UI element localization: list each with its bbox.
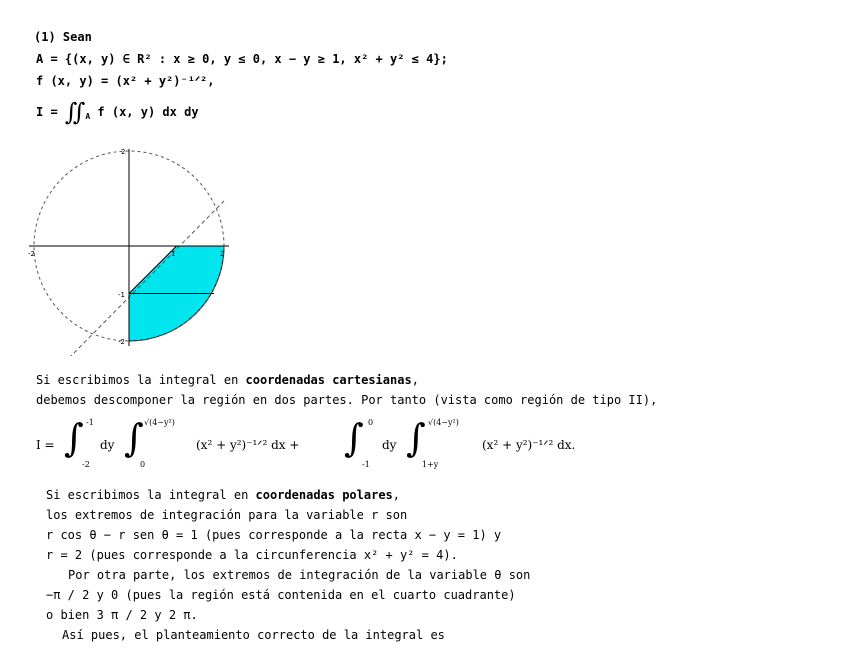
int1-upper: -1	[86, 418, 94, 427]
problem-title: (1) Sean	[34, 30, 92, 44]
polar-line-2: los extremos de integración para la variable r son	[46, 508, 408, 522]
polar-intro	[46, 488, 400, 502]
integral-body: f (x, y) dx dy	[97, 105, 199, 119]
cartesian-equation	[36, 416, 816, 474]
tick-x-pos: 2	[220, 250, 225, 258]
integral-sign-3-icon: ∫	[344, 416, 364, 460]
tick-y-neg-two: -2	[118, 338, 125, 346]
polar-line-3: r cos θ − r sen θ = 1 (pues corresponde a la recta x − y = 1) y	[46, 528, 502, 542]
int1-integrand: (x² + y²)⁻¹ᐟ² dx +	[196, 438, 300, 452]
tick-x-one: 1	[171, 250, 176, 258]
cartesian-explanation: debemos descomponer la región en dos partes. Por tanto (vista como región de tipo II),	[36, 393, 658, 407]
int1-dy: dy	[100, 438, 115, 452]
polar-line-5: Por otra parte, los extremos de integración de la variable θ son	[68, 568, 531, 582]
polar-intro-end: ,	[392, 488, 401, 502]
int1-inner-lower: 0	[140, 460, 146, 469]
cartesian-intro-end: ,	[411, 373, 419, 387]
cartesian-keyword: coordenadas cartesianas	[245, 373, 412, 387]
integral-sign-1-icon: ∫	[64, 416, 84, 460]
polar-intro-text: Si escribimos la integral en	[46, 488, 256, 502]
polar-line-4: r = 2 (pues corresponde a la circunferencia x² + y² = 4).	[46, 548, 458, 562]
integral-sign-4-icon: ∫	[406, 416, 426, 460]
tick-x-neg: -2	[28, 250, 35, 258]
int2-integrand: (x² + y²)⁻¹ᐟ² dx.	[482, 438, 576, 452]
integral-definition	[36, 98, 199, 126]
cartesian-intro	[36, 373, 419, 387]
integral-domain: A	[85, 112, 91, 121]
int2-inner-upper: √(4−y²)	[428, 418, 459, 427]
cartesian-intro-text: Si escribimos la integral en	[36, 373, 246, 387]
integral-sign-2-icon: ∫	[124, 416, 144, 460]
polar-line-6: −π / 2 y 0 (pues la región está contenida en el cuarto cuadrante)	[46, 588, 516, 602]
set-definition: A = {(x, y) ∈ R² : x ≥ 0, y ≤ 0, x − y ≥ 1, x² + y² ≤ 4};	[36, 52, 448, 66]
tick-y-pos: 2	[121, 148, 126, 156]
int2-dy: dy	[382, 438, 397, 452]
polar-line-7: o bien 3 π / 2 y 2 π.	[46, 608, 198, 622]
tick-y-neg-one: -1	[118, 291, 125, 299]
int2-lower: -1	[362, 460, 370, 469]
double-integral-icon: ∬	[64, 98, 86, 126]
integral-prefix: I =	[36, 105, 65, 119]
region-graph	[24, 146, 234, 356]
int2-inner-lower: 1+y	[422, 460, 439, 469]
polar-keyword: coordenadas polares	[255, 488, 393, 502]
int2-upper: 0	[368, 418, 374, 427]
int1-inner-upper: √(4−y²)	[144, 418, 175, 427]
polar-line-8: Así pues, el planteamiento correcto de la integral es	[62, 628, 445, 642]
function-definition: f (x, y) = (x² + y²)⁻¹ᐟ²,	[36, 74, 215, 88]
eq-prefix: I =	[36, 438, 55, 452]
int1-lower: -2	[82, 460, 90, 469]
